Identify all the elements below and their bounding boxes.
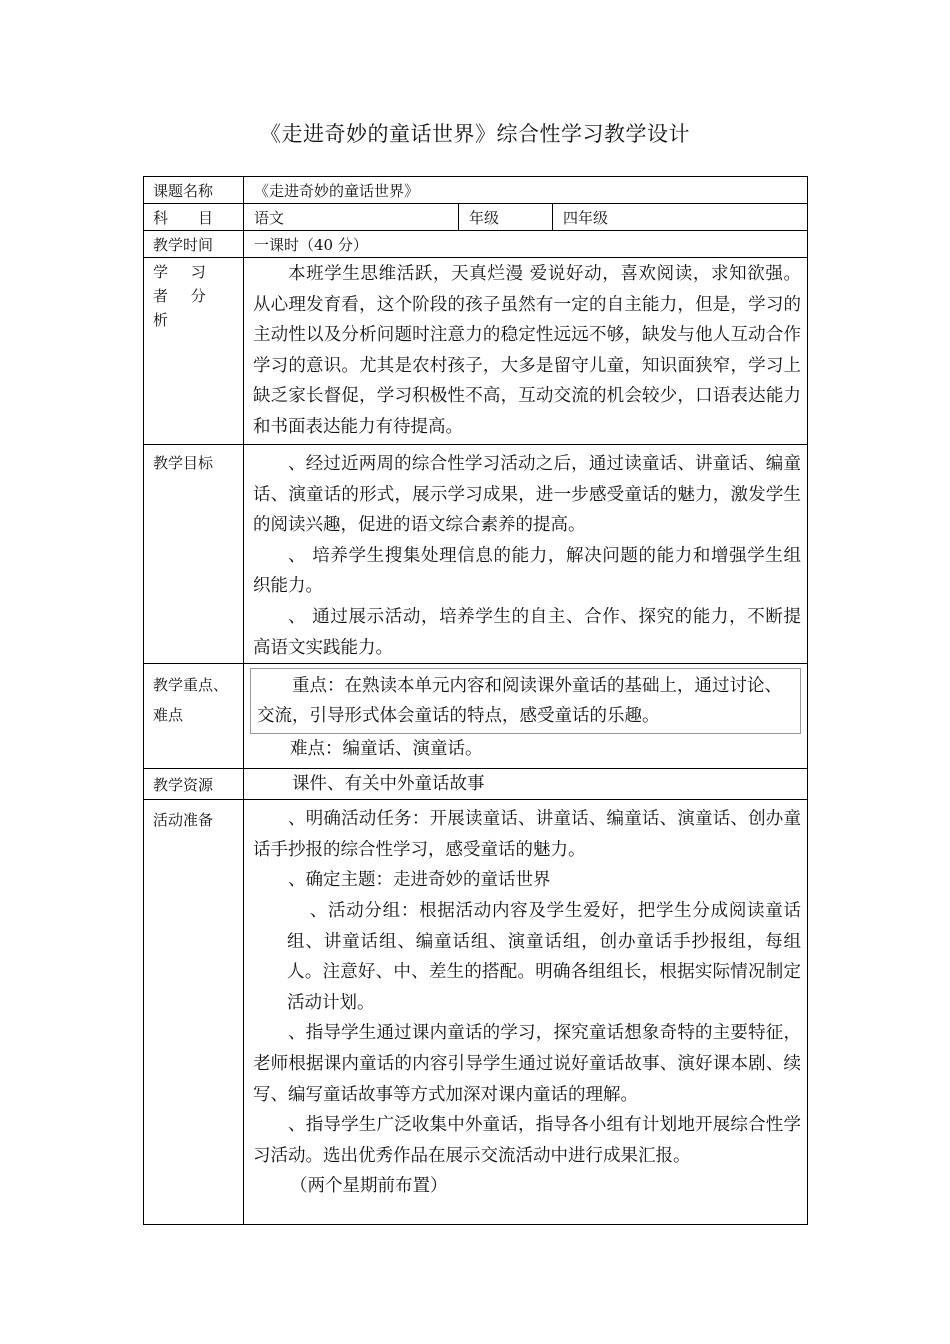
difficulty-text: 难点：编童话、演童话。 [290,739,483,760]
key-point-text: 重点：在熟读本单元内容和阅读课外童话的基础上，通过讨论、交流，引导形式体会童话的特点，感受童话的乐趣。 [257,676,782,727]
goal-cell [244,445,808,664]
resource-label: 教学资源 [144,769,244,800]
row-learner [144,258,808,445]
row-key-points [144,664,808,769]
learner-label: 学 习 者 分 析 [144,258,244,445]
row-time [144,231,808,258]
time-label: 教学时间 [144,231,244,258]
document-title: 《走进奇妙的童话世界》综合性学习教学设计 [260,122,690,146]
row-subject [144,204,808,231]
prep-note: （两个星期前布置） [290,1176,448,1197]
goal-item-1: 、经过近两周的综合性学习活动之后，通过读童话、讲童话、编童话、演童话的形式，展示学习成果，进一步感受童话的魅力，激发学生的阅读兴趣，促进的语文综合素养的提高。 [253,454,801,536]
grade-label: 年级 [459,204,553,231]
prep-item-2: 、确定主题：走进奇妙的童话世界 [288,870,551,891]
row-preparation [144,800,808,1225]
key-label: 教学重点、难点 [144,664,244,769]
prep-item-3: 、活动分组：根据活动内容及学生爱好，把学生分成阅读童话组、讲童话组、编童话组、演童话组，创办童话手抄报组，每组 人。注意好、中、差生的搭配。明确各组组长，根据实际情况制定活动计划。 [287,900,836,1013]
resource-cell [244,769,808,800]
topic-value: 《走进奇妙的童话世界》 [244,177,808,204]
row-topic [144,177,808,204]
row-goals [144,445,808,664]
row-resources [144,769,808,800]
prep-cell [244,800,836,1225]
resource-value: 课件、有关中外童话故事 [292,774,485,795]
goal-item-3: 、 通过展示活动，培养学生的自主、合作、探究的能力，不断提高语文实践能力。 [253,606,801,658]
learner-text: 本班学生思维活跃，天真烂漫 爱说好动，喜欢阅读，求知欲强。从心理发育看，这个阶段的孩子虽然有一定的自主能力，但是，学习的主动性以及分析问题时注意力的稳定性远远不够，缺发与他人互动合作学习的意识。尤其是农村孩子，大多是留守儿童，知识面狭窄，学习上缺乏家长督促，学习积极性不高，互动交流的机会较少，口语表达能力和书面表达能力有待提高。 [253,264,801,437]
topic-label: 课题名称 [144,177,244,204]
key-point-box [250,668,801,734]
subject-label: 科 目 [144,204,244,231]
learner-cell [244,258,808,445]
prep-item-5: 、指导学生广泛收集中外童话，指导各小组有计划地开展综合性学习活动。选出优秀作品在展示交流活动中进行成果汇报。 [253,1115,801,1166]
subject-value: 语文 [244,204,459,231]
key-cell [244,664,808,769]
time-value: 一课时（40 分） [244,231,808,258]
goal-label: 教学目标 [144,445,244,664]
grade-value: 四年级 [553,204,808,231]
lesson-plan-table [143,176,836,1225]
prep-item-4: 、指导学生通过课内童话的学习，探究童话想象奇特的主要特征，老师根据课内童话的内容引导学生通过说好童话故事、演好课本剧、续写、编写童话故事等方式加深对课内童话的理解。 [253,1023,801,1105]
prep-label: 活动准备 [144,800,244,1225]
prep-item-1: 、明确活动任务：开展读童话、讲童话、编童话、演童话、创办童话手抄报的综合性学习，感受童话的魅力。 [253,809,801,860]
goal-item-2: 、 培养学生搜集处理信息的能力，解决问题的能力和增强学生组织能力。 [253,545,801,597]
